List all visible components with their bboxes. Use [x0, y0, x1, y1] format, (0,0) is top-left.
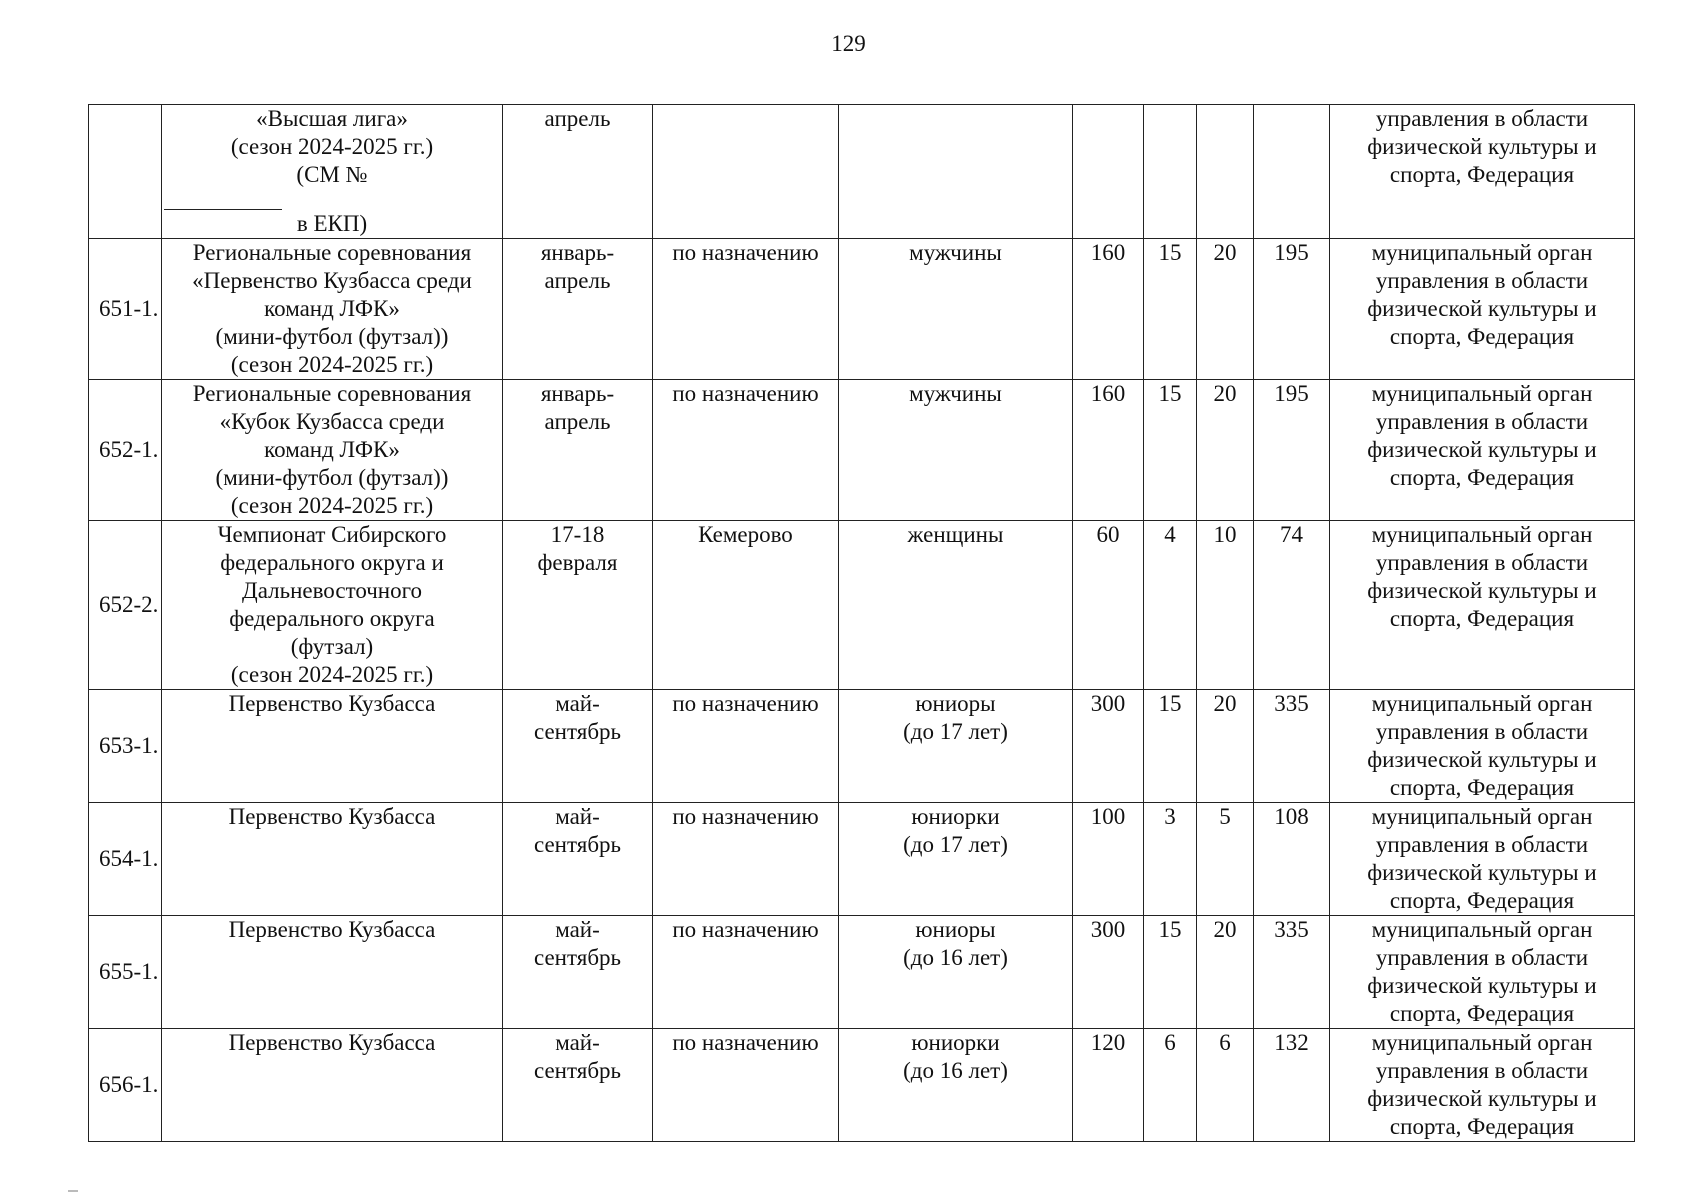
competition-name-cell	[162, 380, 503, 521]
competition-name-line: (сезон 2024-2025 гг.)	[230, 493, 434, 518]
table-row	[89, 239, 1635, 380]
table-row	[89, 380, 1635, 521]
place-cell	[653, 380, 839, 521]
page-number: 129	[831, 31, 866, 56]
competition-name-line: (сезон 2024-2025 гг.)	[230, 352, 434, 377]
dates-line: май-	[555, 917, 600, 942]
participants-line: мужчины	[909, 240, 1002, 265]
competition-name-line: «Кубок Кузбасса среди	[219, 409, 445, 434]
organizer-line: физической культуры и	[1367, 747, 1597, 772]
dates-cell	[503, 521, 653, 690]
total-count-cell: 195	[1254, 380, 1330, 521]
competition-name-line: (мини-футбол (футзал))	[215, 465, 449, 490]
participants-line: юниоры	[915, 917, 996, 942]
table-row	[89, 803, 1635, 916]
organizer-line: физической культуры и	[1367, 296, 1597, 321]
table-row	[89, 1029, 1635, 1142]
competition-name-cell	[162, 690, 503, 803]
athletes-count-cell	[1073, 105, 1144, 239]
participants-line: женщины	[907, 522, 1004, 547]
competition-schedule-table	[88, 104, 1635, 1142]
participants-cell	[839, 803, 1073, 916]
competition-name-line: Первенство Кузбасса	[228, 1030, 436, 1055]
judges-count-cell: 20	[1197, 380, 1254, 521]
total-count-cell	[1254, 105, 1330, 239]
organizer-line: спорта, Федерация	[1389, 324, 1575, 349]
competition-name-line: Первенство Кузбасса	[228, 804, 436, 829]
organizer-line: муниципальный орган	[1371, 240, 1593, 265]
place-cell	[653, 916, 839, 1029]
organizer-line: физической культуры и	[1367, 973, 1597, 998]
athletes-count-cell: 300	[1073, 690, 1144, 803]
organizer-line: спорта, Федерация	[1389, 1001, 1575, 1026]
row-number-cell: 652-2.	[89, 521, 162, 690]
dates-line: январь-	[540, 381, 615, 406]
participants-line: (до 17 лет)	[903, 832, 1008, 857]
competition-name-line: (мини-футбол (футзал))	[215, 324, 449, 349]
dates-cell	[503, 803, 653, 916]
dates-line: сентябрь	[533, 1058, 622, 1083]
competition-name-line: Дальневосточного	[242, 578, 422, 603]
participants-line: мужчины	[909, 381, 1002, 406]
organizer-cell	[1330, 690, 1635, 803]
place-cell	[653, 105, 839, 239]
competition-name-line: Региональные соревнования	[192, 381, 472, 406]
scan-corner-mark	[68, 1190, 78, 1192]
competition-name-line: Первенство Кузбасса	[228, 691, 436, 716]
row-number-cell: 651-1.	[89, 239, 162, 380]
total-count-cell: 74	[1254, 521, 1330, 690]
dates-line: сентябрь	[533, 719, 622, 744]
judges-count-cell: 20	[1197, 239, 1254, 380]
dates-line: сентябрь	[533, 832, 622, 857]
trainers-count-cell: 15	[1144, 380, 1197, 521]
total-count-cell: 335	[1254, 690, 1330, 803]
row-number-cell: 655-1.	[89, 916, 162, 1029]
dates-line: апрель	[544, 268, 611, 293]
place-line: по назначению	[672, 691, 819, 716]
judges-count-cell: 6	[1197, 1029, 1254, 1142]
participants-cell	[839, 1029, 1073, 1142]
judges-count-cell: 5	[1197, 803, 1254, 916]
organizer-line: муниципальный орган	[1371, 917, 1593, 942]
organizer-line: управления в области	[1375, 945, 1589, 970]
dates-cell	[503, 380, 653, 521]
organizer-line: управления в области	[1375, 1058, 1589, 1083]
dates-line: май-	[555, 691, 600, 716]
competition-name-line: (футзал)	[290, 634, 374, 659]
trainers-count-cell: 4	[1144, 521, 1197, 690]
place-line: по назначению	[672, 804, 819, 829]
cm-number-prefix: (СМ №	[296, 162, 368, 187]
organizer-cell	[1330, 1029, 1635, 1142]
trainers-count-cell: 6	[1144, 1029, 1197, 1142]
dates-line: февраля	[537, 550, 618, 575]
competition-name-cell	[162, 1029, 503, 1142]
dates-line: апрель	[544, 106, 611, 131]
athletes-count-cell: 60	[1073, 521, 1144, 690]
organizer-cell	[1330, 916, 1635, 1029]
dates-line: 17-18	[550, 522, 605, 547]
organizer-line: управления в области	[1375, 268, 1589, 293]
athletes-count-cell: 160	[1073, 380, 1144, 521]
row-number-cell: 652-1.	[89, 380, 162, 521]
row-number-cell: 656-1.	[89, 1029, 162, 1142]
place-cell	[653, 521, 839, 690]
participants-cell	[839, 690, 1073, 803]
athletes-count-cell: 100	[1073, 803, 1144, 916]
competition-name-line: (сезон 2024-2025 гг.)	[230, 662, 434, 687]
participants-cell	[839, 105, 1073, 239]
dates-line: май-	[555, 804, 600, 829]
organizer-line: муниципальный орган	[1371, 1030, 1593, 1055]
participants-cell	[839, 380, 1073, 521]
row-number-cell	[89, 105, 162, 239]
trainers-count-cell	[1144, 105, 1197, 239]
participants-cell	[839, 239, 1073, 380]
organizer-line: муниципальный орган	[1371, 381, 1593, 406]
place-cell	[653, 1029, 839, 1142]
judges-count-cell: 20	[1197, 916, 1254, 1029]
place-cell	[653, 803, 839, 916]
trainers-count-cell: 15	[1144, 239, 1197, 380]
judges-count-cell	[1197, 105, 1254, 239]
place-line: по назначению	[672, 240, 819, 265]
competition-name-line: «Первенство Кузбасса среди	[192, 268, 472, 293]
participants-line: (до 17 лет)	[903, 719, 1008, 744]
place-cell	[653, 239, 839, 380]
athletes-count-cell: 300	[1073, 916, 1144, 1029]
competition-name-cell	[162, 916, 503, 1029]
participants-line: юниорки	[911, 1030, 1000, 1055]
competition-name-line: команд ЛФК»	[264, 437, 400, 462]
judges-count-cell: 10	[1197, 521, 1254, 690]
participants-line: (до 16 лет)	[903, 945, 1008, 970]
dates-line: май-	[555, 1030, 600, 1055]
total-count-cell: 195	[1254, 239, 1330, 380]
competition-name-line: Чемпионат Сибирского	[217, 522, 447, 547]
organizer-line: физической культуры и	[1367, 1086, 1597, 1111]
organizer-cell	[1330, 803, 1635, 916]
organizer-line: физической культуры и	[1367, 860, 1597, 885]
organizer-line: спорта, Федерация	[1389, 162, 1575, 187]
dates-line: январь-	[540, 240, 615, 265]
organizer-line: муниципальный орган	[1371, 691, 1593, 716]
trainers-count-cell: 15	[1144, 916, 1197, 1029]
competition-name-line: «Высшая лига»	[256, 106, 408, 131]
total-count-cell: 132	[1254, 1029, 1330, 1142]
organizer-line: спорта, Федерация	[1389, 775, 1575, 800]
organizer-line: муниципальный орган	[1371, 522, 1593, 547]
organizer-line: муниципальный орган	[1371, 804, 1593, 829]
table-body	[89, 105, 1635, 1142]
dates-cell	[503, 690, 653, 803]
competition-name-cell	[162, 105, 503, 239]
trainers-count-cell: 15	[1144, 690, 1197, 803]
participants-cell	[839, 521, 1073, 690]
athletes-count-cell: 120	[1073, 1029, 1144, 1142]
organizer-line: спорта, Федерация	[1389, 1114, 1575, 1139]
organizer-line: управления в области	[1375, 409, 1589, 434]
organizer-cell	[1330, 380, 1635, 521]
competition-name-cell	[162, 239, 503, 380]
trainers-count-cell: 3	[1144, 803, 1197, 916]
athletes-count-cell: 160	[1073, 239, 1144, 380]
organizer-line: спорта, Федерация	[1389, 606, 1575, 631]
participants-cell	[839, 916, 1073, 1029]
dates-cell	[503, 105, 653, 239]
table-row	[89, 105, 1635, 239]
place-line: по назначению	[672, 917, 819, 942]
organizer-line: физической культуры и	[1367, 437, 1597, 462]
participants-line: юниоры	[915, 691, 996, 716]
competition-name-line: федерального округа и	[220, 550, 444, 575]
total-count-cell: 335	[1254, 916, 1330, 1029]
organizer-line: спорта, Федерация	[1389, 465, 1575, 490]
dates-line: сентябрь	[533, 945, 622, 970]
organizer-cell	[1330, 521, 1635, 690]
participants-line: (до 16 лет)	[903, 1058, 1008, 1083]
total-count-cell: 108	[1254, 803, 1330, 916]
place-line: Кемерово	[698, 522, 793, 547]
organizer-line: управления в области	[1375, 719, 1589, 744]
competition-name-line: Первенство Кузбасса	[228, 917, 436, 942]
organizer-line: физической культуры и	[1367, 134, 1597, 159]
dates-cell	[503, 239, 653, 380]
organizer-line: управления в области	[1375, 832, 1589, 857]
dates-cell	[503, 1029, 653, 1142]
organizer-line: физической культуры и	[1367, 578, 1597, 603]
dates-cell	[503, 916, 653, 1029]
competition-name-cell	[162, 803, 503, 916]
row-number-cell: 654-1.	[89, 803, 162, 916]
cm-number-blank	[164, 189, 282, 210]
dates-line: апрель	[544, 409, 611, 434]
competition-name-line: федерального округа	[229, 606, 435, 631]
competition-name-line: (сезон 2024-2025 гг.)	[230, 134, 434, 159]
table-row	[89, 916, 1635, 1029]
place-cell	[653, 690, 839, 803]
organizer-line: управления в области	[1375, 550, 1589, 575]
participants-line: юниорки	[911, 804, 1000, 829]
row-number-cell: 653-1.	[89, 690, 162, 803]
table-row	[89, 521, 1635, 690]
organizer-cell	[1330, 105, 1635, 239]
judges-count-cell: 20	[1197, 690, 1254, 803]
organizer-line: спорта, Федерация	[1389, 888, 1575, 913]
competition-name-line: Региональные соревнования	[192, 240, 472, 265]
organizer-cell	[1330, 239, 1635, 380]
competition-name-line	[164, 161, 500, 238]
place-line: по назначению	[672, 1030, 819, 1055]
competition-name-line: команд ЛФК»	[264, 296, 400, 321]
table-row	[89, 690, 1635, 803]
place-line: по назначению	[672, 381, 819, 406]
organizer-line: управления в области	[1375, 106, 1589, 131]
competition-name-cell	[162, 521, 503, 690]
cm-number-suffix: в ЕКП)	[296, 211, 368, 236]
